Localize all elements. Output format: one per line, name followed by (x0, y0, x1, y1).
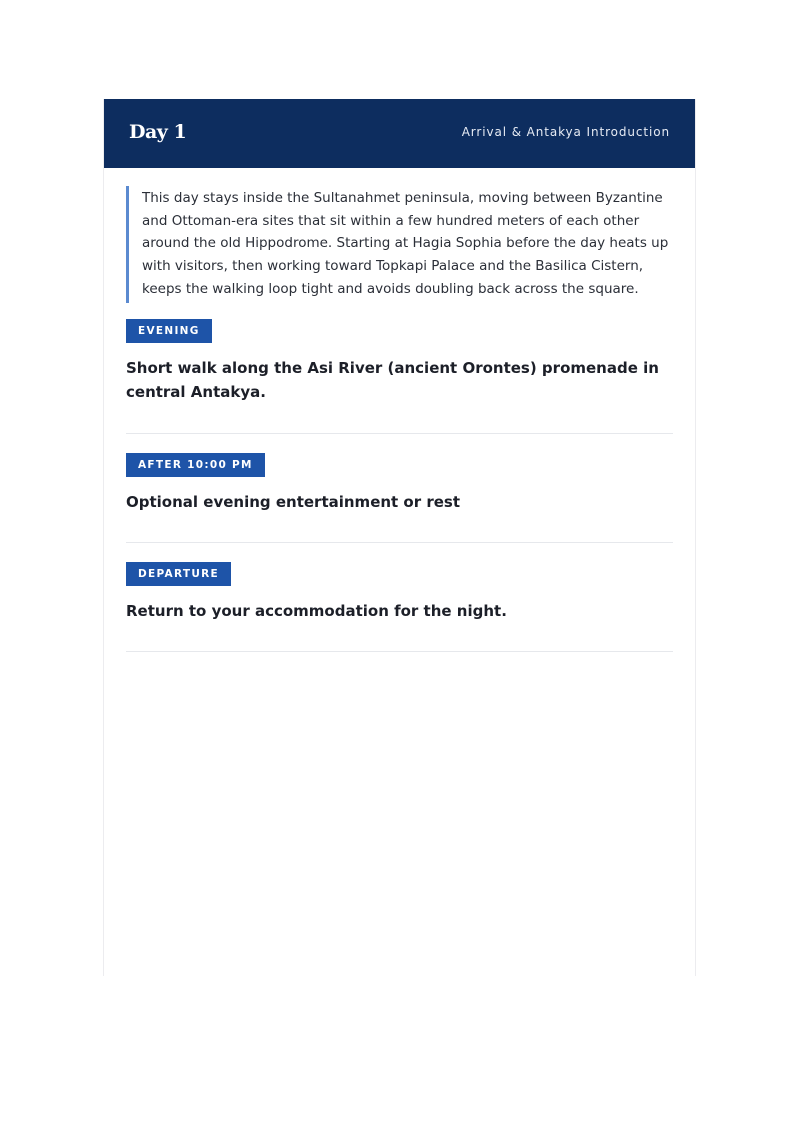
segment-time-badge: AFTER 10:00 PM (126, 453, 265, 477)
segment-description: Optional evening entertainment or rest (126, 492, 461, 511)
card-bottom-fade (104, 856, 695, 976)
day-card (103, 99, 696, 976)
day-body (104, 168, 695, 652)
segment-time-badge: EVENING (126, 319, 212, 343)
segment-time-badge: DEPARTURE (126, 562, 231, 586)
segment-description: Return to your accommodation for the night. (126, 601, 507, 620)
day-header (104, 99, 695, 168)
day-title: Day 1 (129, 121, 187, 143)
itinerary-segment (126, 562, 673, 652)
day-subtitle: Arrival & Antakya Introduction (461, 125, 670, 139)
itinerary-segment (126, 453, 673, 543)
day-intro: This day stays inside the Sultanahmet peninsula, moving between Byzantine and Ottoman-era sites that sit within a few hundred meters of each other around the old Hippodrome. Starting at Hagia Sophia before the day heats up with visitors, then working toward Topkapi Palace and the Basilica Cistern, keeps the walking loop tight and avoids doubling back across the square. (126, 186, 673, 303)
segment-description: Short walk along the Asi River (ancient Orontes) promenade in central Antakya. (126, 358, 659, 401)
itinerary-segment (126, 319, 673, 434)
